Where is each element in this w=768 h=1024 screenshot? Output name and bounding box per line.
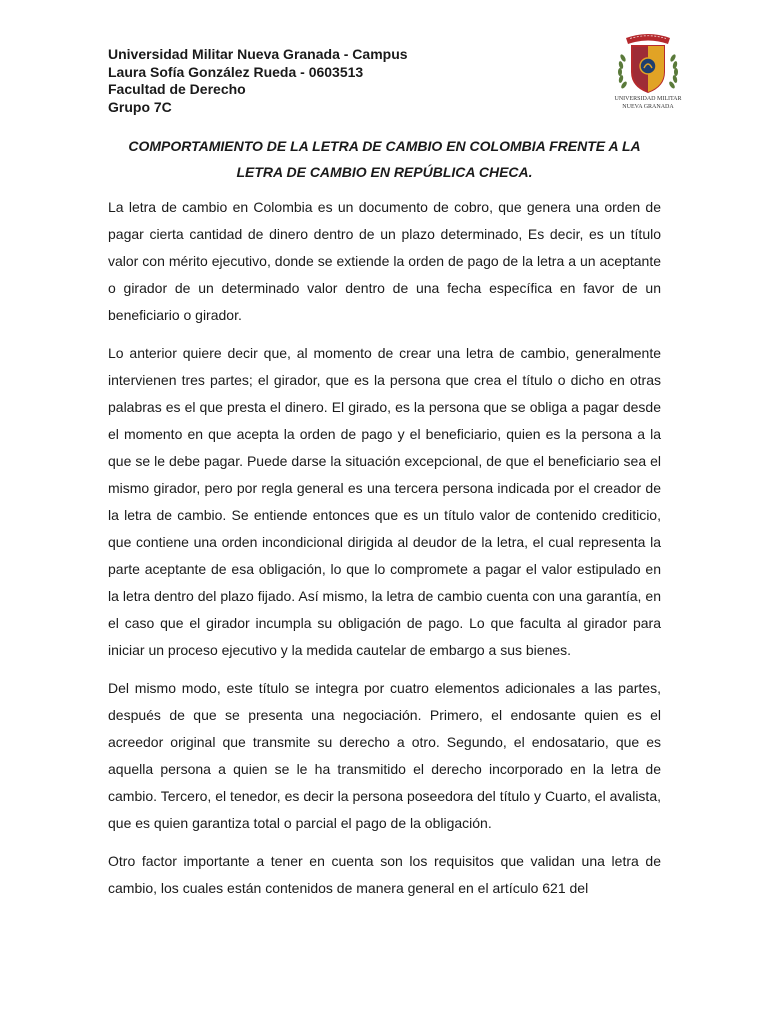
header-faculty: Facultad de Derecho: [108, 81, 246, 97]
logo-caption: [612, 96, 684, 111]
paragraph: La letra de cambio en Colombia es un documento de cobro, que genera una orden de pagar cierta cantidad de dinero dentro de un plazo determinado, Es decir, es un título valor con mérito ejecutivo, donde se extiende la orden de pago de la letra a un aceptante o girador de un determinado valor dentro de una fecha específica en favor de un beneficiario o girador.: [108, 199, 661, 323]
header-group: Grupo 7C: [108, 98, 172, 115]
laurel-left-icon: [618, 54, 628, 90]
document-header: [108, 46, 408, 116]
header-university: Universidad Militar Nueva Granada - Campus: [108, 46, 408, 62]
document-title: COMPORTAMIENTO DE LA LETRA DE CAMBIO EN COLOMBIA FRENTE A LA LETRA DE CAMBIO EN REPÚBLICA CHECA.: [128, 138, 641, 180]
logo-caption-line1: UNIVERSIDAD MILITAR: [614, 96, 682, 102]
paragraph: Lo anterior quiere decir que, al momento de crear una letra de cambio, generalmente intervienen tres partes; el girador, que es la persona que crea el título o dicho en otras palabras es el que presta el dinero. El girado, es la persona que se obliga a pagar desde el momento en que acepta la orden de pago y el beneficiario, quien es la persona a la que se le debe pagar. Puede darse la situación excepcional, de que el beneficiario sea el mismo girador, pero por regla general es una tercera persona indicada por el creador de la letra de cambio. Se entiende entonces que es un título valor de contenido crediticio, que contiene una orden incondicional dirigida al deudor de la letra, el cual representa la parte aceptante de esa obligación, lo que lo compromete a pagar el valor estipulado en la letra dentro del plazo fijado. Así mismo, la letra de cambio cuenta con una garantía, en el caso que el girador incumpla su obligación de pago. Lo que faculta al girador para iniciar un proceso ejecutivo y la medida cautelar de embargo a sus bienes.: [108, 345, 661, 658]
paragraph: Otro factor importante a tener en cuenta son los requisitos que validan una letra de cambio, los cuales están contenidos de manera general en el artículo 621 del: [108, 853, 661, 896]
logo-caption-line2: NUEVA GRANADA: [622, 103, 674, 110]
paragraph: Del mismo modo, este título se integra por cuatro elementos adicionales a las partes, después de que se presenta una negociación. Primero, el endosante quien es el acreedor original que transmite su derecho a otro. Segundo, el endosatario, que es aquella persona a quien se le ha transmitido el derecho incorporado en la letra de cambio. Tercero, el tenedor, es decir la persona poseedora del título y Cuarto, el avalista, que es quien garantiza total o parcial el pago de la obligación.: [108, 680, 661, 831]
header-author: Laura Sofía González Rueda - 0603513: [108, 63, 364, 80]
laurel-right-icon: [668, 54, 678, 90]
document-body: [108, 194, 661, 913]
